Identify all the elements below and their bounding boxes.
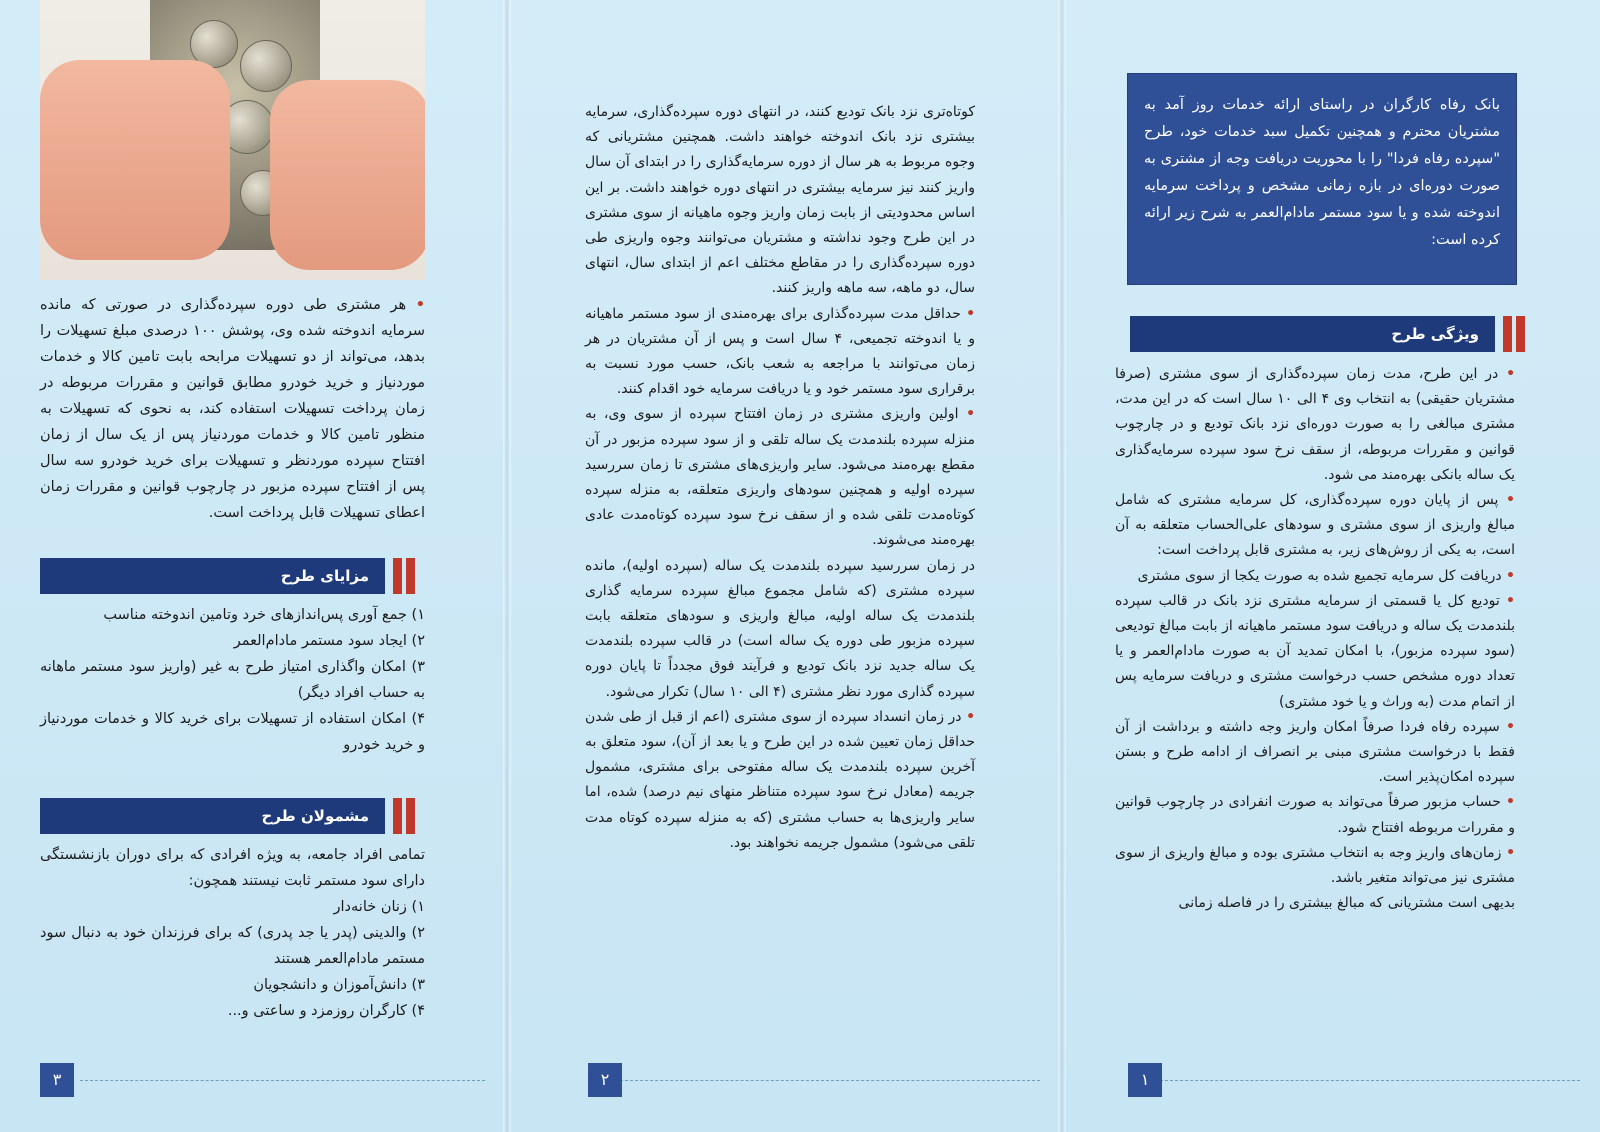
benefits-list <box>40 602 425 758</box>
benefits-heading <box>40 558 385 594</box>
paragraph-text: سپرده رفاه فردا صرفاً امکان واریز وجه داشته و برداشت از آن فقط با درخواست مشتری مبنی بر انصراف از ادامه طرح و بستن سپرده امکان‌پذیر است. <box>1115 718 1515 786</box>
features-text <box>1115 362 1515 916</box>
page-number-3: ۳ <box>40 1063 74 1097</box>
intro-text: بانک رفاه کارگران در راستای ارائه خدمات روز آمد به مشتریان محترم و همچنین تکمیل سبد خدمات خود، طرح "سپرده رفاه فردا" را با محوریت دریافت وجه از مشتری به صورت دوره‌ای در بازه زمانی مشخص و پرداخت سرمایه اندوخته شده و یا سود مستمر مادام‌العمر به شرح زیر ارائه کرده است: <box>1144 97 1500 248</box>
page-number-2: ۲ <box>588 1063 622 1097</box>
paragraph-text: حداقل مدت سپرده‌گذاری برای بهره‌مندی از سود مستمر ماهیانه و یا اندوخته تجمیعی، ۴ سال است و پس از آن مشتریان در هر زمان می‌توانند با مراجعه به شعب بانک، حسب مورد نسبت به برقراری سود مستمر خود و یا دریافت سرمایه خود اقدام کنند. <box>585 305 976 398</box>
page-number-1: ۱ <box>1128 1063 1162 1097</box>
footer-dotted-line <box>1160 1080 1580 1081</box>
paragraph-text: هر مشتری طی دوره سپرده‌گذاری در صورتی که مانده سرمایه اندوخته شده وی، پوشش ۱۰۰ درصدی مبلغ تسهیلات را بدهد، می‌تواند از دو تسهیلات مرابحه بابت تامین کالا و خدمات موردنیاز و خرید خودرو مطابق قوانین و مقررات مربوطه در زمان پرداخت تسهیلات استفاده کند، به نحوی که تسهیلات به منظور تامین کالا و خدمات موردنیاز پس از یک سال از زمان افتتاح سپرده موردنظر و تسهیلات برای خرید خودرو سه سال پس از افتتاح سپرده مزبور در چارچوب قوانین و مقررات زمان اعطای تسهیلات قابل پرداخت است. <box>40 297 426 521</box>
eligible-item: ۳) دانش‌آموزان و دانشجویان <box>253 977 425 993</box>
benefits-heading-label: مزایای طرح <box>280 567 369 585</box>
eligible-item: ۴) کارگران روزمزد و ساعتی و... <box>227 1003 425 1019</box>
loan-paragraph <box>40 292 425 526</box>
paragraph-text: اولین واریزی مشتری در زمان افتتاح سپرده از سوی وی، به منزله سپرده بلندمدت یک ساله تلقی و از سود سپرده مزبور در آن مقطع بهره‌مند می‌شود. سایر واریزی‌های مشتری تا زمان سررسید سپرده اولیه و همچنین سودهای واریزی متعلقه، به منزله سپرده کوتاه‌مدت تلقی شده و از سقف نرخ سود سپرده کوتاه‌مدت عادی بهره‌مند می‌شوند. <box>585 406 975 549</box>
benefit-item: ۲) ایجاد سود مستمر مادام‌العمر <box>233 633 425 649</box>
bullet: • <box>966 305 976 322</box>
heading-accent-bars <box>389 798 415 834</box>
eligible-item: ۱) زنان خانه‌دار <box>333 899 425 915</box>
panel-page-2 <box>510 0 1060 1132</box>
paragraph-text: حساب مزبور صرفاً می‌تواند به صورت انفرادی در چارچوب قوانین و مقررات مربوطه افتتاح شود. <box>1115 794 1515 836</box>
bullet: • <box>1506 718 1515 735</box>
bullet: • <box>966 406 976 423</box>
paragraph-text: کوتاه‌تری نزد بانک تودیع کنند، در انتهای دوره سپرده‌گذاری، سرمایه بیشتری نزد بانک اندوخته خواهند داشت. همچنین مشتریانی که وجوه مربوط به هر سال از دوره سرمایه‌گذاری را در ابتدای آن سال واریز کنند نیز سرمایه بیشتری در انتهای دوره خواهند داشت. بر این اساس محدودیتی از بابت زمان واریز وجوه ماهیانه از سوی مشتری در این طرح وجود نداشته و مشتریان می‌توانند وجوه واریزی طی دوره سپرده‌گذاری را در مقاطع مختلف اعم از ابتدای سال، انتهای سال، دو ماهه، سه ماهه واریز کنند. <box>585 104 975 297</box>
benefit-item: ۱) جمع آوری پس‌اندازهای خرد وتامین اندوخته مناسب <box>103 607 425 623</box>
bullet: • <box>966 708 976 725</box>
panel-page-1 <box>1065 0 1600 1132</box>
eligible-heading <box>40 798 385 834</box>
panel-page-3 <box>0 0 505 1132</box>
eligible-item: ۲) والدینی (پدر یا جد پدری) که برای فرزندان خود به دنبال سود مستمر مادام‌العمر هستند <box>40 925 425 967</box>
bullet: • <box>1506 366 1516 382</box>
eligible-intro: تمامی افراد جامعه، به ویژه افرادی که برای دوران بازنشستگی دارای سود مستمر ثابت نیستند همچون: <box>40 847 425 889</box>
heading-accent-bars <box>1499 316 1525 352</box>
paragraph-text: در این طرح، مدت زمان سپرده‌گذاری از سوی مشتری (صرفا مشتریان حقیقی) به انتخاب وی ۴ الی ۱۰ سال است که در این مدت، مشتری مبالغی را به صورت دوره‌ای نزد بانک تودیع و در چارچوب قوانین و مقررات مربوطه، از سقف نرخ سود سپرده سرمایه‌گذاری یک ساله بانکی بهره‌مند می شود. <box>1115 366 1515 483</box>
footer-dotted-line <box>620 1080 1040 1081</box>
paragraph-text: زمان‌های واریز وجه به انتخاب مشتری بوده و مبالغ واریزی از سوی مشتری نیز می‌تواند متغیر باشد. <box>1115 844 1515 887</box>
eligible-list <box>40 842 425 1024</box>
middle-text <box>585 100 975 856</box>
benefit-item: ۳) امکان واگذاری امتیاز طرح به غیر (واریز سود مستمر ماهانه به حساب افراد دیگر) <box>40 659 425 701</box>
eligible-heading-label: مشمولان طرح <box>261 807 369 825</box>
bullet: • <box>1506 794 1515 811</box>
paragraph-text: تودیع کل یا قسمتی از سرمایه مشتری نزد بانک در قالب سپرده بلندمدت یک ساله و دریافت سود مستمر ماهیانه از بابت مبالغ تودیعی (سود سپرده مزبور)، با امکان تمدید آن به صورت مادام‌العمر و یا تعداد دوره مشخص حسب درخواست مشتری و دریافت سرمایه پس از اتمام مدت (به وراث و یا خود مشتری) <box>1115 592 1515 710</box>
features-heading-label: ویژگی طرح <box>1391 325 1479 343</box>
benefit-item: ۴) امکان استفاده از تسهیلات برای خرید کالا و خدمات موردنیاز و خرید خودرو <box>40 711 425 753</box>
heading-accent-bars <box>389 558 415 594</box>
paragraph-text: بدیهی است مشتریانی که مبالغ بیشتری را در فاصله زمانی <box>1178 895 1515 912</box>
paragraph-text: در زمان سررسید سپرده بلندمدت یک ساله (سپرده اولیه)، مانده سپرده مشتری (که شامل مجموع مبالغ سپرده سرمایه گذاری بلندمدت یک ساله اولیه، مبالغ واریزی و سودهای متعلقه بابت سپرده مزبور طی دوره یک ساله است) در قالب سپرده بلندمدت یک ساله جدید نزد بانک تودیع و فرآیند فوق مجدداً تا پایان دوره سپرده گذاری مورد نظر مشتری (۴ الی ۱۰ سال) تکرار می‌شود. <box>585 557 975 700</box>
footer-dotted-line <box>80 1080 485 1081</box>
bullet: • <box>1506 592 1515 609</box>
bullet: • <box>415 297 425 313</box>
paragraph-text: در زمان انسداد سپرده از سوی مشتری (اعم از قبل از طی شدن حداقل زمان تعیین شده در این طرح و یا بعد از آن)، سود متعلق به آخرین سپرده بلندمدت یک ساله مفتوحی برای مشتری، مشمول جریمه (معادل نرخ سود سپرده متناظر منهای نیم درصد) شده، اما سایر واریزی‌ها به حساب مشتری (که به منزله سپرده کوتاه مدت تلقی می‌شود) مشمول جریمه نخواهند بود. <box>585 708 975 851</box>
paragraph-text: پس از پایان دوره سپرده‌گذاری، کل سرمایه مشتری که شامل مبالغ واریزی از سوی مشتری و سودهای علی‌الحساب متعلقه به آن است، به یکی از روش‌های زیر، به مشتری قابل پرداخت است: <box>1115 492 1515 559</box>
features-heading <box>1130 316 1495 352</box>
paragraph-text: دریافت کل سرمایه تجمیع شده به صورت یکجا از سوی مشتری <box>1137 567 1502 584</box>
bullet: • <box>1506 844 1516 861</box>
bullet: • <box>1506 492 1515 509</box>
bullet: • <box>1506 567 1515 584</box>
